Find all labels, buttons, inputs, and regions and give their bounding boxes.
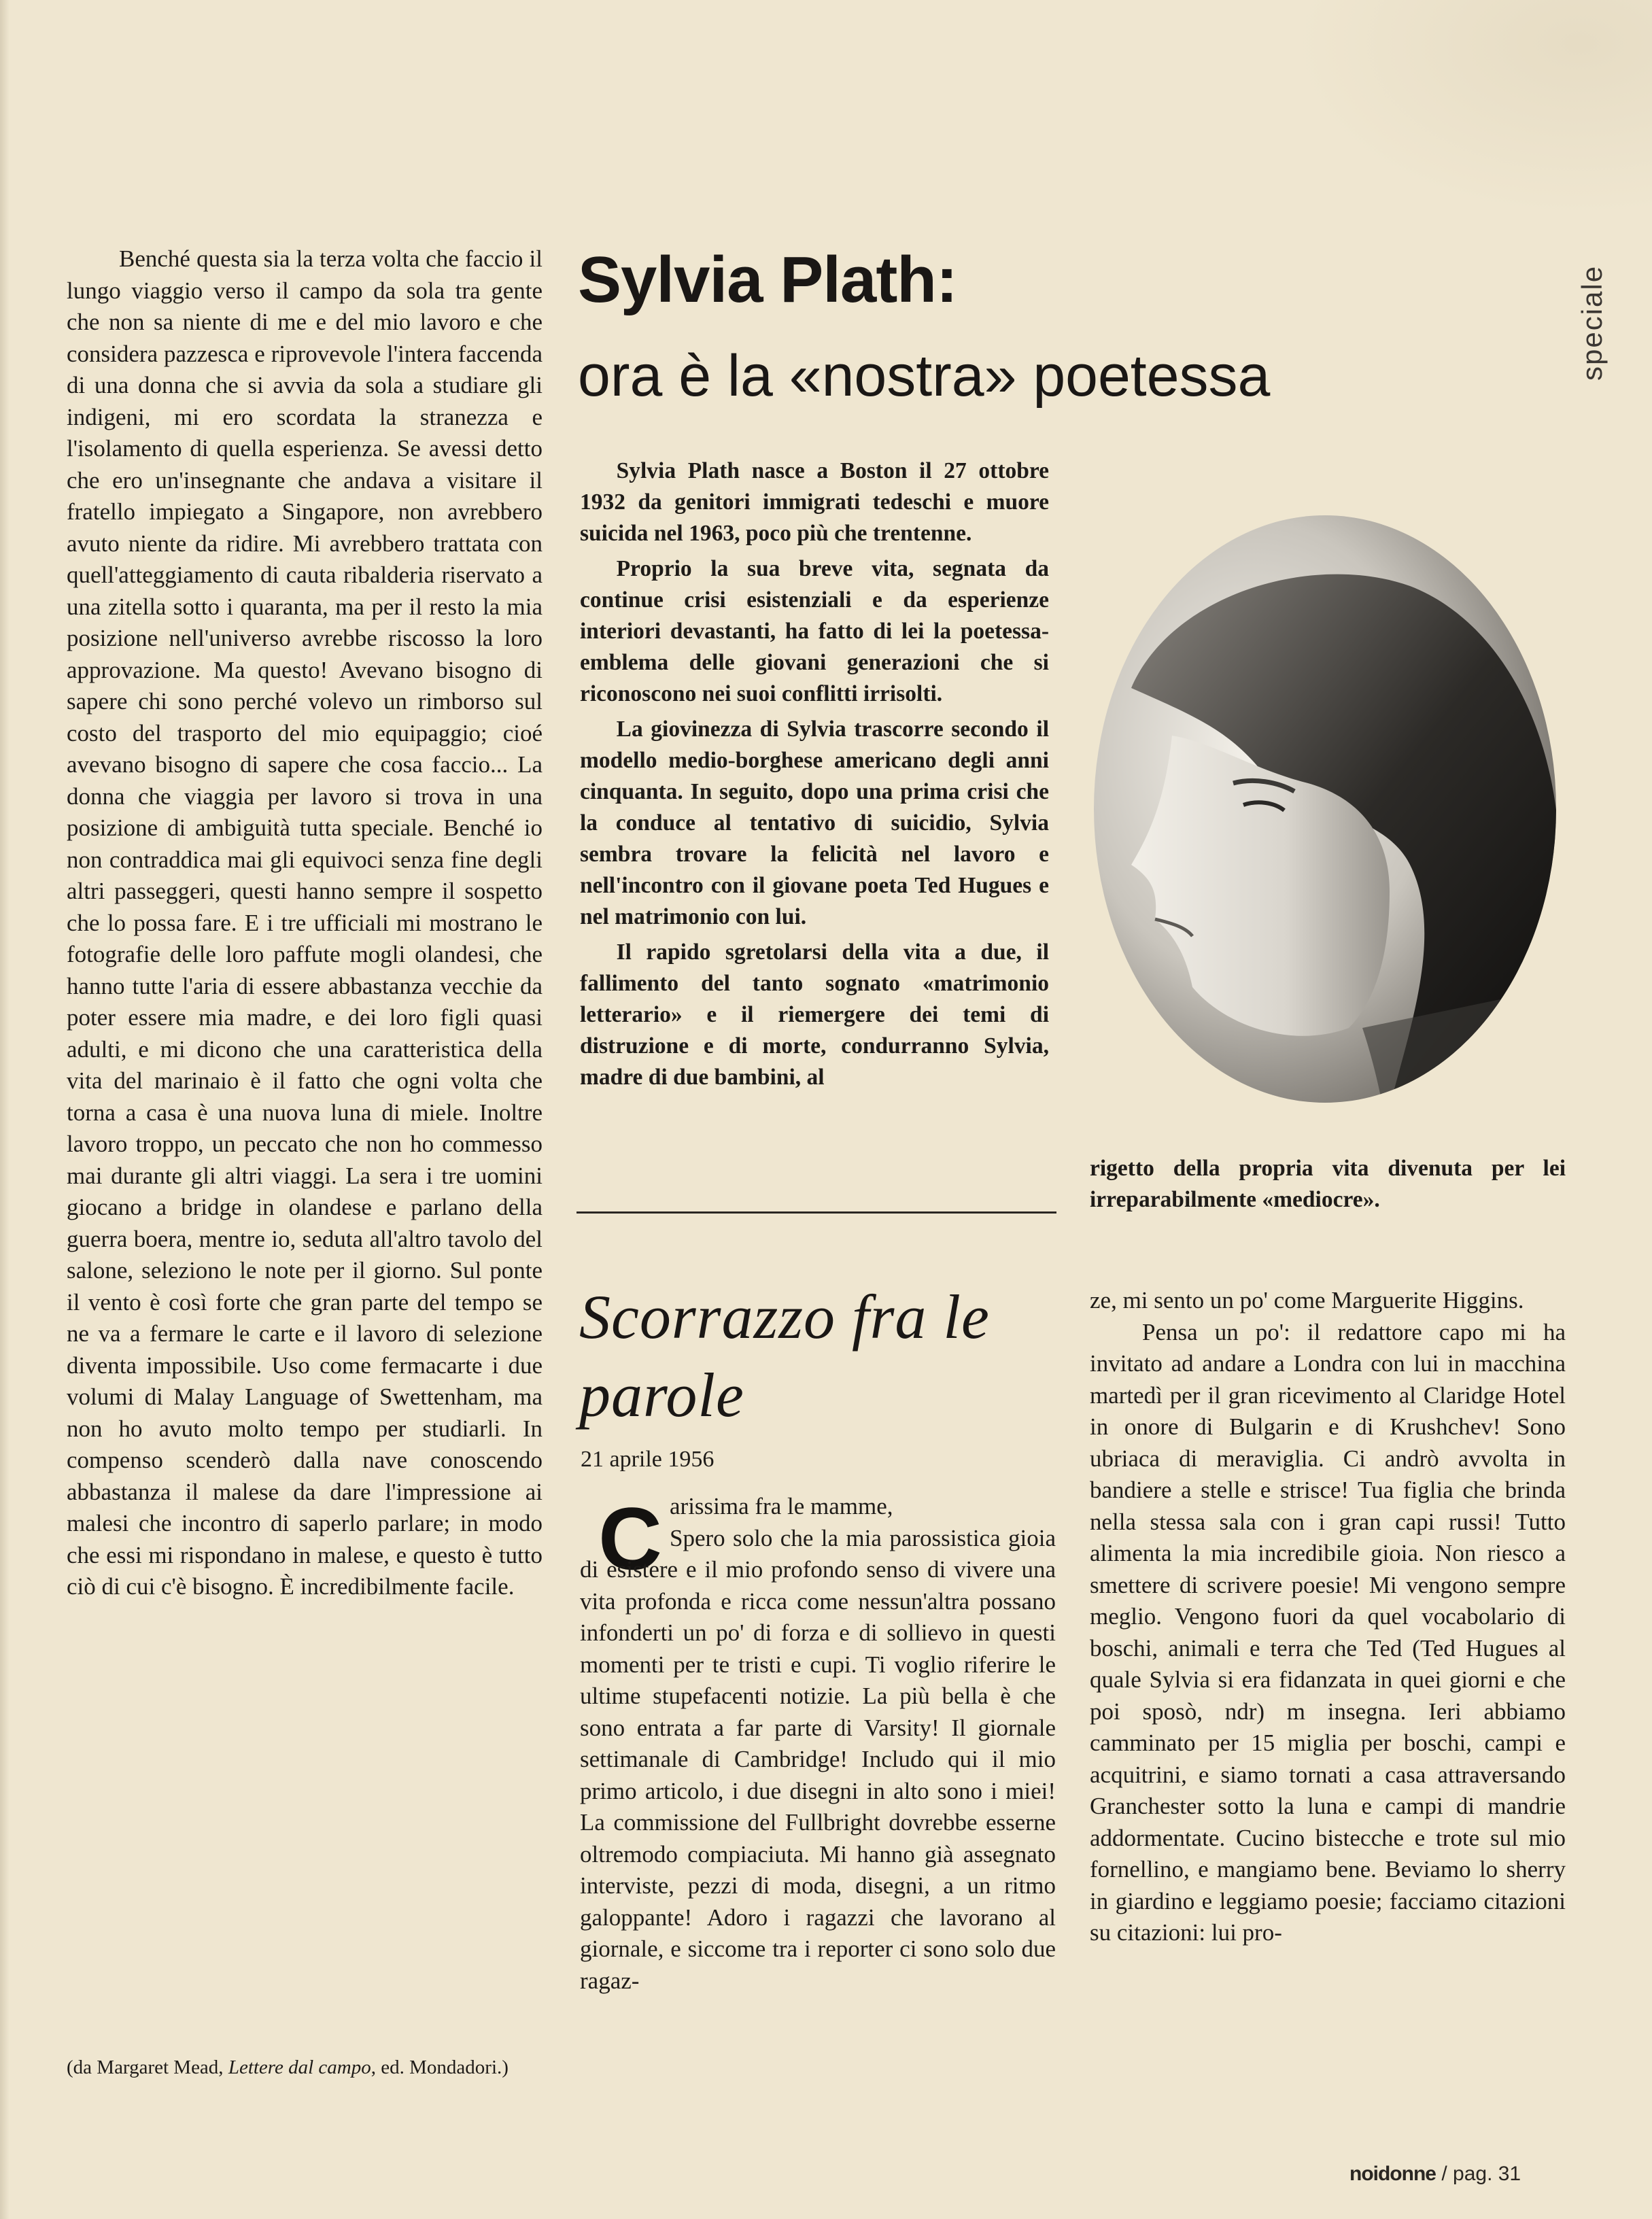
- page-number: pag. 31: [1453, 2163, 1521, 2185]
- article-paragraph: Pensa un po': il redattore capo mi ha invitato ad andare a Londra con lui in macchina martedì per il gran ricevimento al Claridge Hotel in onore di Bulgarin e di Krushchev! Sono ubriaca di meraviglia. Ci andrò avvolta in bandiere a stelle e strisce! Tua figlia che brinda nella stessa sala con i gran capi russi! Tutto alimenta la mia incredibile gioia. Non riesco a smettere di scrivere poesie! Mi vengono sempre meglio. Vengono fuori da quel vocabolario di boschi, animali e terra che Ted (Ted Hugues al quale Sylvia si era fidanzata in quei giorni e che poi sposò, ndr) m insegna. Ieri abbiamo camminato per 15 miglia per boschi, campi e acquitrini, e siamo tornati a casa attraversando Granchester sotto la luna e campi di mandrie addormentate. Cucino bistecche e trote sul mio fornellino, e mangiamo bene. Beviamo lo sherry in giardino e leggiamo poesie; facciamo citazioni su citazioni: lui pro-: [1090, 1318, 1566, 1946]
- left-column-paragraph: Benché questa sia la terza volta che faccio il lungo viaggio verso il campo da sola tra gente che non sa niente di me e del mio lavoro e che considera pazzesca e riprovevole l'intera faccenda di una donna che si avvia da sola a studiare gli indigeni, mi ero scordata la stranezza e l'isolamento di quella esperienza. Se avessi detto che ero un'insegnante che andava a visitare il fratello impiegato a Singapore, non avrebbero avuto niente da ridire. Mi avrebbero trattata con quell'atteggiamento di cauta ribalderia riservato a una zitella sotto i quaranta, ma per il resto la mia posizione nell'universo avrebbe riscosso la loro approvazione. Ma questo! Avevano bisogno di sapere chi sono perché volevo un rimborso sul costo del trasporto del mio equipaggio; cioé avevano bisogno di sapere che cosa faccio... La donna che viaggia per lavoro si trova in una posizione di ambiguità tutta speciale. Benché io non contraddica mai gli equivoci senza fine degli altri passeggeri, questi hanno sempre il sospetto che lo possa fare. E i tre ufficiali mi mostrano le fotografie delle loro paffute mogli olandesi, che hanno tutte l'aria di essere abbastanza vecchie da poter essere mia madre, e dei loro figli quasi adulti, e mi dicono che una caratteristica della vita del marinaio è il fatto che ogni volta che torna a casa è una nuova luna di miele. Inoltre lavoro troppo, un peccato che non ho commesso mai durante gli altri viaggi. La sera i tre uomini giocano a bridge in olandese e parlano della guerra boera, mentre io, seduta all'altro tavolo del salone, seleziono le note per il giorno. Sul ponte il vento è così forte che gran parte del tempo se ne va a fermare le carte e il lavoro di selezione diventa impossibile. Uso come fermacarte i due volumi di Malay Language of Swettenham, ma non ho avuto molto tempo per studiarli. In compenso scenderò dalla nave conoscendo abbastanza il malese da dare l'impressione ai malesi che incontro di saperlo parlare; in modo che essi mi rispondano in malese, e questo è tutto ciò di cui c'è bisogno. È incredibilmente facile.: [67, 245, 543, 1600]
- intro-column: [580, 455, 1049, 1097]
- article-paragraph: ze, mi sento un po' come Marguerite Higgins.: [1090, 1287, 1524, 1313]
- credit-book-title: Lettere dal campo: [228, 2057, 371, 2078]
- footer-separator: /: [1441, 2163, 1447, 2185]
- page-footer: [1349, 2163, 1521, 2186]
- page-fold-shadow: [0, 0, 10, 2219]
- source-credit: [67, 2053, 543, 2082]
- article-middle-column: [580, 1491, 1056, 1997]
- magazine-name: noidonne: [1349, 2163, 1436, 2185]
- headline: Sylvia Plath:: [578, 243, 957, 316]
- drop-cap: C: [598, 1489, 662, 1588]
- divider-rule: [577, 1211, 1056, 1214]
- intro-continuation: [1090, 1153, 1566, 1220]
- credit-prefix: (da Margaret Mead,: [67, 2057, 228, 2078]
- article-body-start: Spero solo che la mia parossistica gioia di esistere e il mio profondo senso di vivere una vita profonda e ricca come nessun'altra possano infonderti un po' di forza e di sollievo in questi momenti per te tristi e cupi. Ti voglio riferire le ultime stupefacenti notizie. La più bella è che sono entrata a far parte di Varsity! Il giornale settimanale di Cambridge! Includo qui il mio primo articolo, i due disegni in alto sono i miei! La commissione del Fullbright dovrebbe esserne oltremodo compiaciuta. Mi hanno già assegnato interviste, pezzi di moda, disegni, a un ritmo galoppante! Adoro i ragazzi che lavorano al giornale, e siccome tra i reporter ci sono solo due ragaz-: [580, 1524, 1056, 1994]
- article-date: 21 aprile 1956: [581, 1447, 715, 1472]
- subheadline: ora è la «nostra» poetessa: [578, 343, 1271, 409]
- article-title: Scorrazzo fra le parole: [579, 1282, 990, 1430]
- intro-paragraph: La giovinezza di Sylvia trascorre secondo il modello medio-borghese americano degli anni cinquanta. In seguito, dopo una prima crisi che la conduce al tentativo di suicidio, Sylvia sembra trovare la felicità nel lavoro e nell'incontro con il giovane poeta Ted Hugues e nel matrimonio con lui.: [580, 717, 1049, 929]
- intro-continuation-text: rigetto della propria vita divenuta per lei irreparabilmente «mediocre».: [1090, 1156, 1566, 1212]
- portrait-photo: [1090, 511, 1560, 1107]
- page-shading: [1292, 0, 1652, 218]
- intro-paragraph: Il rapido sgretolarsi della vita a due, il fallimento del tanto sognato «matrimonio letterario» e il riemergere dei temi di distruzione e di morte, condurranno Sylvia, madre di due bambini, al: [580, 940, 1049, 1090]
- intro-paragraph: Proprio la sua breve vita, segnata da continue crisi esistenziali e da esperienze interiori devastanti, ha fatto di lei la poetessa-emblema delle giovani generazioni che si riconoscono nei suoi conflitti irrisolti.: [580, 556, 1049, 706]
- left-column: [67, 243, 543, 1603]
- credit-suffix: , ed. Mondadori.): [371, 2057, 509, 2078]
- section-label: speciale: [1576, 264, 1608, 381]
- article-right-column: [1090, 1285, 1566, 1949]
- article-body-text: [580, 1523, 1056, 1997]
- intro-paragraph: Sylvia Plath nasce a Boston il 27 ottobre 1932 da genitori immigrati tedeschi e muore suicida nel 1963, poco più che trentenne.: [580, 458, 1049, 546]
- article-salutation: arissima fra le mamme,: [670, 1493, 893, 1519]
